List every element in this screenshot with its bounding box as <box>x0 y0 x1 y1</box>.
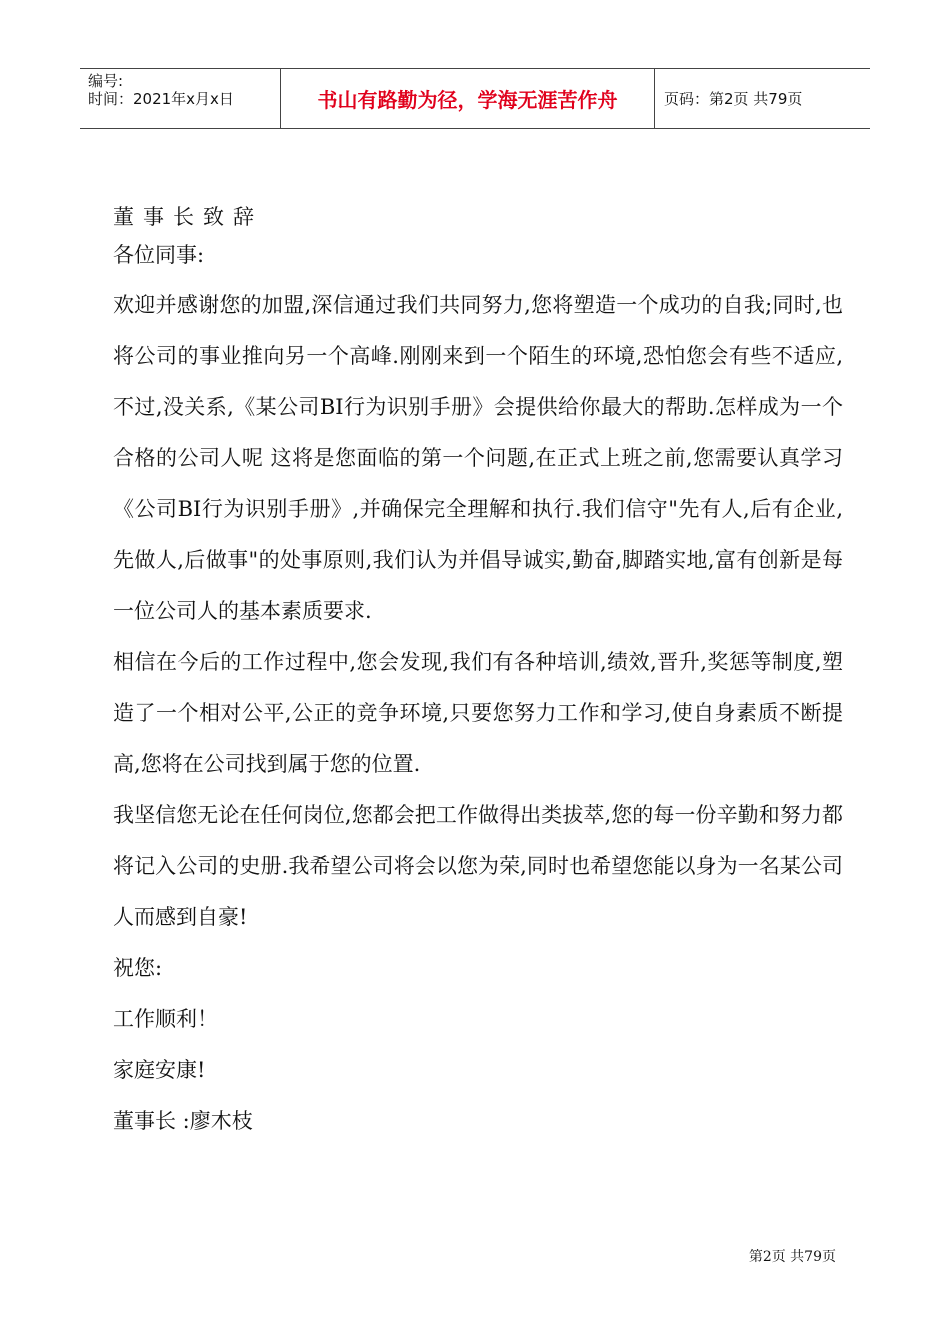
header-page-number: 页码：第2页 共79页 <box>664 90 803 108</box>
document-date-label: 时间：2021年x月x日 <box>88 90 234 108</box>
letter-paragraph: 相信在今后的工作过程中,您会发现,我们有各种培训,绩效,晋升,奖惩等制度,塑造了一个相对公平,公正的竞争环境,只要您努力工作和学习,使自身素质不断提高,您将在公司找到属于您的位置. <box>113 650 843 776</box>
header-page-cell <box>655 69 870 128</box>
letter-body <box>113 198 843 1147</box>
letter-wish-work: 工作顺利！ <box>113 1007 218 1031</box>
letter-signature: 董事长 :廖木枝 <box>113 1109 253 1133</box>
header-meta-cell <box>80 69 281 128</box>
document-number-label: 编号: <box>88 72 124 90</box>
letter-closing: 祝您: <box>113 956 163 980</box>
letter-wish-family: 家庭安康! <box>113 1058 206 1082</box>
header-motto: 书山有路勤为径，学海无涯苦作舟 <box>317 88 618 112</box>
page-footer-number: 第2页 共79页 <box>748 1249 836 1265</box>
letter-paragraph: 我坚信您无论在任何岗位,您都会把工作做得出类拔萃,您的每一份辛勤和努力都将记入公司的史册.我希望公司将会以您为荣,同时也希望您能以身为一名某公司人而感到自豪! <box>113 803 843 929</box>
page-header <box>80 68 870 129</box>
letter-title: 董事长致辞 <box>113 205 263 229</box>
letter-greeting: 各位同事: <box>113 243 205 267</box>
header-motto-cell <box>281 69 655 128</box>
letter-paragraph: 欢迎并感谢您的加盟,深信通过我们共同努力,您将塑造一个成功的自我;同时,也将公司的事业推向另一个高峰.刚刚来到一个陌生的环境,恐怕您会有些不适应,不过,没关系,《某公司BI行为识别手册》会提供给你最大的帮助.怎样成为一个合格的公司人呢 这将是您面临的第一个问题,在正式上班之前,您需要认真学习《公司BI行为识别手册》,并确保完全理解和执行.我们信守"先有人,后有企业,先做人,后做事"的处事原则,我们认为并倡导诚实,勤奋,脚踏实地,富有创新是每一位公司人的基本素质要求. <box>113 293 843 623</box>
